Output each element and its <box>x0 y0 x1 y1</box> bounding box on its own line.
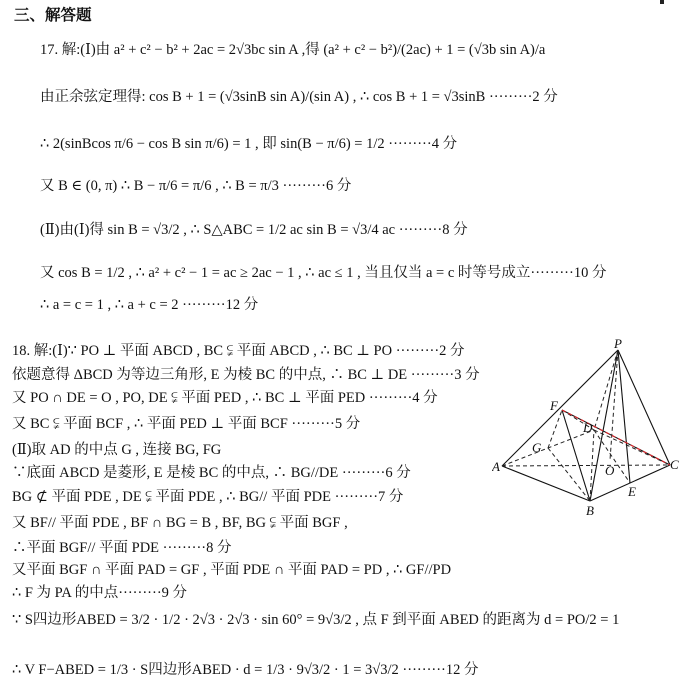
q17-line-3: ∴ 2(sinBcos π/6 − cos B sin π/6) = 1 , 即 sin(B − π/6) = 1/2 ·········4 分 <box>40 136 458 152</box>
pyramid-figure <box>492 338 682 518</box>
q18-line-5: (Ⅱ)取 AD 的中点 G , 连接 BG, FG <box>12 442 222 458</box>
label-C: C <box>670 457 679 472</box>
q17-line-6: 又 cos B = 1/2 , ∴ a² + c² − 1 = ac ≥ 2ac − 1 , ∴ ac ≤ 1 , 当且仅当 a = c 时等号成立·········10 分 <box>40 265 607 281</box>
header-mark <box>660 0 664 4</box>
q18-line-1: 18. 解:(Ⅰ)∵ PO ⊥ 平面 ABCD , BC ⫋ 平面 ABCD , ∴ BC ⊥ PO ·········2 分 <box>12 343 465 359</box>
label-F: F <box>550 398 558 413</box>
label-P: P <box>614 338 622 351</box>
q18-line-2: 依题意得 ΔBCD 为等边三角形, E 为棱 BC 的中点, ∴ BC ⊥ DE ·········3 分 <box>12 367 480 383</box>
q18-line-9: ∴平面 BGF// 平面 PDE ·········8 分 <box>12 540 232 556</box>
label-G: G <box>532 440 542 455</box>
label-D: D <box>583 420 593 435</box>
section-title: 三、解答题 <box>14 6 92 24</box>
q18-line-6: ∵底面 ABCD 是菱形, E 是棱 BC 的中点, ∴ BG//DE ·········6 分 <box>12 465 411 481</box>
q17-line-2: 由正余弦定理得: cos B + 1 = (√3sinB sin A)/(sin A) , ∴ cos B + 1 = √3sinB ·········2 分 <box>40 89 558 105</box>
edge-PB <box>590 350 618 501</box>
edge-PO <box>610 350 618 460</box>
q17-line-4: 又 B ∈ (0, π) ∴ B − π/6 = π/6 , ∴ B = π/3 ·········6 分 <box>40 178 352 194</box>
edge-AC <box>502 465 670 466</box>
edge-PA <box>502 350 618 466</box>
label-O: O <box>605 463 615 478</box>
label-B: B <box>586 503 594 518</box>
edge-AB <box>502 466 590 501</box>
q17-line-7: ∴ a = c = 1 , ∴ a + c = 2 ·········12 分 <box>40 297 259 313</box>
q18-line-8: 又 BF// 平面 PDE , BF ∩ BG = B , BF, BG ⫋ 平面 BGF , <box>12 515 348 531</box>
edge-PE <box>618 350 630 483</box>
q18-line-7: BG ⊄ 平面 PDE , DE ⫋ 平面 PDE , ∴ BG// 平面 PDE ·········7 分 <box>12 489 404 505</box>
edge-FC <box>562 410 670 465</box>
q17-line-5: (Ⅱ)由(Ⅰ)得 sin B = √3/2 , ∴ S△ABC = 1/2 ac sin B = √3/4 ac ·········8 分 <box>40 222 468 238</box>
q18-line-4: 又 BC ⫋ 平面 BCF , ∴ 平面 PED ⊥ 平面 BCF ·········5 分 <box>12 416 361 432</box>
edge-PC <box>618 350 670 465</box>
q18-line-10: 又平面 BGF ∩ 平面 PAD = GF , 平面 PDE ∩ 平面 PAD = PD , ∴ GF//PD <box>12 562 452 578</box>
q18-line-12: ∵ S四边形ABED = 3/2 · 1/2 · 2√3 · 2√3 · sin 60° = 9√3/2 , 点 F 到平面 ABED 的距离为 d = PO/2 = 1 <box>12 612 620 628</box>
q17-line-1: 17. 解:(Ⅰ)由 a² + c² − b² + 2ac = 2√3bc sin A ,得 (a² + c² − b²)/(2ac) + 1 = (√3b sin A)/a <box>40 42 546 58</box>
label-E: E <box>628 484 636 499</box>
label-A: A <box>492 459 500 474</box>
edge-GF <box>548 410 562 448</box>
q18-line-13: ∴ V F−ABED = 1/3 · S四边形ABED · d = 1/3 · 9√3/2 · 1 = 3√3/2 ·········12 分 <box>12 662 479 678</box>
q18-line-3: 又 PO ∩ DE = O , PO, DE ⫋ 平面 PED , ∴ BC ⊥ 平面 PED ·········4 分 <box>12 390 438 406</box>
q18-line-11: ∴ F 为 PA 的中点·········9 分 <box>12 585 188 601</box>
